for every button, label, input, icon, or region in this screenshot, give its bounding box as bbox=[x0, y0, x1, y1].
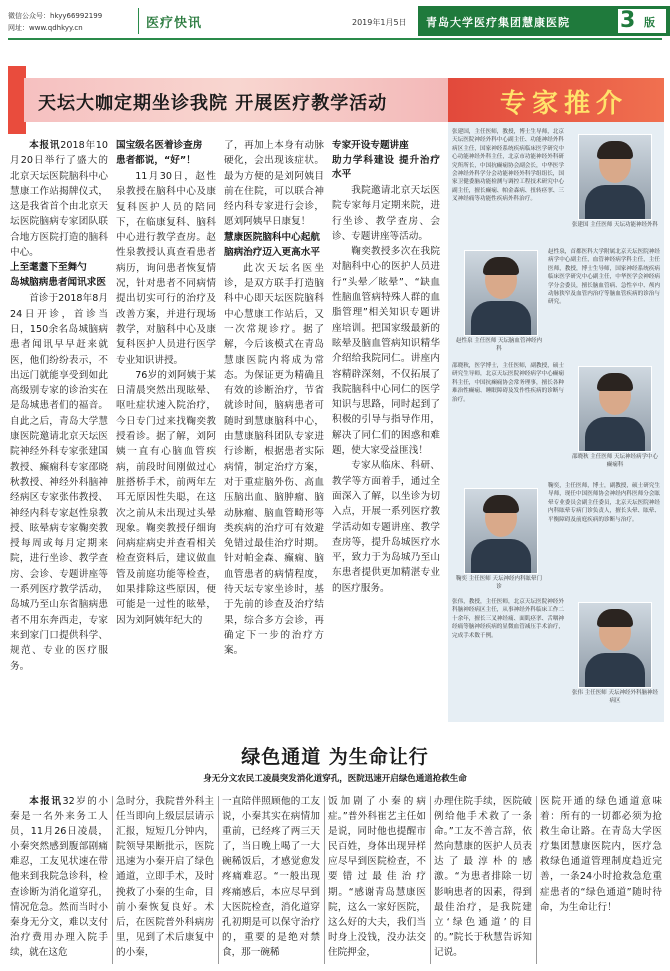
article1-col1-subhead1: 上至耄耋下至舞勺 bbox=[10, 262, 87, 274]
article2-column-2 bbox=[116, 794, 214, 960]
expert-4-photo bbox=[464, 488, 538, 574]
column-divider bbox=[430, 796, 431, 964]
article1-col4-subhead1: 专家开设专题讲座 bbox=[332, 140, 409, 151]
article2-column-3 bbox=[222, 794, 320, 960]
article1-col4-subhead2: 助力学科建设 提升治疗水平 bbox=[332, 155, 440, 180]
article1-col4-p2: 鞠奕教授多次在我院对脑科中心的医护人员进行“头晕／眩晕”、“缺血性脑血管病特殊人群的血脂管理”相关知识专题讲座培训。把国家级最新的眩晕及脑血管病知识精华介绍给我院同仁。讲座内容精辟深刻，不仅拓展了我院脑科中心同仁的医学知识与思路，同时起到了积极的引导与指导作用，解决了同仁们的困惑和难题，使大家受益匪浅！ bbox=[332, 246, 440, 457]
expert-3-caption: 邵晓秋 主任医师 天坛神经病学中心癫痫科 bbox=[572, 454, 658, 468]
expert-5-photo bbox=[578, 602, 652, 688]
expert-4-caption: 鞠奕 主任医师 天坛神经内科眩晕门诊 bbox=[456, 576, 542, 590]
article1-col1-subhead2: 岛城脑病患者闻讯求医 bbox=[10, 277, 106, 289]
article2-col1-text: 32岁的小秦是一名外来务工人员，11月26日凌晨，小秦突然感到腹部剧痛难忍，工友见状速在带他来到我院急诊科，检查诊断为消化道穿孔，情况危急。然而当时小秦身无分文，难以支付治疗费用办理入院手续，就在这危 bbox=[10, 796, 108, 958]
article1-column-4 bbox=[332, 138, 440, 596]
article1-col3-subhead1: 慧康医院脑科中心起航 bbox=[224, 231, 320, 243]
article1-col2-p2: 76岁的刘阿姨于某日清晨突然出现眩晕、呕吐症状速入院治疗，今日专门过来找鞠奕教授看诊。据了解，刘阿姨一直有心脑血管疾病，前段时间刚做过心脏搭桥手术，前两年左耳无原因性失聪，在这次之前从未出现过头晕现象。鞠奕教授仔细询问病症病史并查看相关检查资料后，建议做血管及前庭功能等检查，如果排除这些原因，便可能是一过性的眩晕，因为刘阿姨年纪大的 bbox=[116, 369, 216, 626]
headline-banner bbox=[24, 78, 448, 122]
article1-column-3 bbox=[224, 138, 324, 659]
page-badge bbox=[618, 9, 666, 33]
paper-name: 青岛大学医疗集团慧康医院 bbox=[426, 16, 570, 29]
expert-4-bio: 鞠奕，主任医师，博士，副教授，硕士研究生导师，现任中国医师协会神经内科医师分会眩晕专业委员会副主任委员，北京天坛医院神经内科眩晕专病门诊负责人，擅长头晕、眩晕、平衡障碍及前庭疾病的诊断与治疗。 bbox=[548, 483, 660, 523]
expert-5-bio: 张伟，教授，主任医师，北京天坛医院神经外科脑神经病区主任，从事神经外科临床工作二十余年，擅长三叉神经痛、面肌痉挛、舌咽神经痛等脑神经疾病的显微血管减压手术治疗，完成手术数千例。 bbox=[452, 599, 564, 639]
expert-3-photo bbox=[578, 366, 652, 452]
article2-headline: 绿色通道 为生命让行 bbox=[241, 746, 429, 768]
article1-headline: 天坛大咖定期坐诊我院 开展医疗教学活动 bbox=[38, 93, 388, 114]
article1-col2-subhead1: 国宝级名医着诊查房 bbox=[116, 140, 203, 151]
article1-column-2 bbox=[116, 138, 216, 628]
column-divider bbox=[324, 796, 325, 964]
expert-2-photo bbox=[464, 250, 538, 336]
column-divider bbox=[112, 796, 113, 964]
experts-panel bbox=[448, 122, 664, 722]
article2-column-4 bbox=[328, 794, 426, 960]
article1-col3-subhead2: 脑病治疗迈入更高水平 bbox=[224, 246, 320, 258]
issue-date: 2019年1月5日 bbox=[352, 18, 407, 27]
masthead-bar bbox=[418, 6, 670, 36]
page-number: 3 bbox=[620, 8, 636, 33]
article1-col3-p1: 了，再加上本身有动脉硬化，会出现该症状。最为方便的是刘阿姨目前在住院，可以联合神经内科专家进行会诊，愿刘阿姨早日康复！ bbox=[224, 140, 324, 228]
article2-column-1 bbox=[10, 794, 108, 960]
article2-col4-text: 饭加剧了小秦的病症。”普外科崔艺主任如是说，同时他也提醒市民百姓，身体出现异样应尽早到医院检查，不要错过最佳治疗期。“感谢青岛慧康医院，这么一家好医院，这么好的大夫，我们当时身上没钱，没办法交住院押金， bbox=[328, 796, 426, 958]
website-url[interactable]: 网址：www.qdhkyy.cn bbox=[8, 24, 83, 32]
expert-1-caption: 张建国 主任医师 天坛功能神经外科 bbox=[572, 222, 658, 228]
article1-col3-p2: 此次天坛名医坐诊，是双方联手打造脑科中心即天坛医院脑科中心慧康工作站后，又一次常规诊疗。据了解，今后该模式在青岛慧康医院内将成为常态。为保证更为精确且有效的诊断治疗，节省就诊时间，脑病患者可随时到慧康脑科中心，由慧康脑科团队专家进行诊断，根据患者实际病情，制定治疗方案，对于重症脑外伤、高血压脑出血、脑肿瘤、脑动脉瘤、脑血管畸形等类疾病的治疗可有效避免错过最佳治疗时期。针对帕金森、癫痫、脑血管患者的病情程度，待天坛专家坐诊时，基于先前的诊查及治疗结果，综合多方会诊，再确定下一步的治疗方案。 bbox=[224, 262, 324, 657]
article1-col4-p3: 专家从临床、科研、教学等方面着手，通过全面深入了解，以坐诊为切入点，开展一系列医疗教学活动如专题讲座、教学查房等，提升岛城医疗水平，致力于为岛城乃至山东患者提供更加精湛专业的医疗服务。 bbox=[332, 460, 440, 594]
article2-subheadline: 身无分文农民工凌晨突发消化道穿孔，医院迅速开启绿色通道抢救生命 bbox=[203, 774, 467, 784]
masthead-contact bbox=[8, 10, 136, 34]
expert-2-caption: 赵性泉 主任医师 天坛脑血管神经内科 bbox=[456, 338, 542, 352]
experts-title: 专家推介 bbox=[500, 89, 629, 119]
header-divider bbox=[138, 8, 139, 34]
article2-column-5 bbox=[434, 794, 532, 960]
article1-col2-subhead2: 患者都说，“好”！ bbox=[116, 155, 196, 166]
header-rule bbox=[8, 38, 662, 40]
article2-col2-text: 急时分，我院普外科主任当即向上级层层请示汇报，短短几分钟内，院领导果断批示，医院迅速为小秦开启了绿色通道，立即手术，及时挽救了小秦的生命，目前小秦恢复良好。术后，在医院普外科病房里，见到了术后康复中的小秦， bbox=[116, 796, 214, 958]
expert-2-bio: 赵性泉，首都医科大学附属北京天坛医院神经病学中心副主任，血管神经病学科主任，主任医师，教授，博士生导师，国家神经系统疾病临床医学研究中心副主任，中华医学会神经病学分会委员，擅长脑血管病、急性卒中、颅内动脉狭窄及血管内治疗等脑血管疾病的诊治与研究。 bbox=[548, 249, 660, 306]
section-title: 医疗快讯 bbox=[146, 16, 203, 31]
article2-column-6 bbox=[540, 794, 662, 915]
wechat-account: 微信公众号：hkyy66992199 bbox=[8, 12, 103, 20]
page-suffix: 版 bbox=[644, 16, 655, 29]
article1-col2-p1: 11月30日，赵性泉教授在脑科中心及康复科医护人员的陪同下，在临康复科、脑科中心进行教学查房。赵性泉教授认真查看患者病历，询问患者恢复情况，针对患者不同病情提出切实可行的治疗及改善方案，并进行现场教学，对脑科中心及康复科医护人员进行医学专业知识讲授。 bbox=[116, 171, 216, 366]
article1-column-1 bbox=[10, 138, 108, 674]
article1-col1-p2: 首诊于2018年8月24日开诊，首诊当日，150余名岛城脑病患者闻讯早早赶来就医，他们纷纷表示，不出远门就能享受到如此高级别专家的诊治实在是岛城患者们的福音。自此之后，青岛大学慧康医院邀请北京天坛医院神经外科专家张建国教授、癫痫科专家邵晓秋教授、神经外科脑神经病区专家张伟教授、神经内科专家赵性泉教授、眩晕病专家鞠奕教授每周或每月定期来院，进行坐诊、教学查房、会诊、专题讲座等一系列医疗教学活动，岛城乃至山东省脑病患者不用东奔西走，专家来到家门口提供科学、规范、专业的医疗服务。 bbox=[10, 293, 108, 672]
expert-5-caption: 张伟 主任医师 天坛神经外科脑神经病区 bbox=[572, 690, 658, 704]
article2-col3-text: 一直陪伴照顾他的工友说，小秦其实在病情加重前，已经疼了两三天了，当日晚上喝了一大碗稀饭后，才感觉愈发疼痛难忍。“一般出现疼痛感后，本应尽早到大医院检查，消化道穿孔初期是可以保守治疗的，重要的是绝对禁食，那一碗稀 bbox=[222, 796, 320, 958]
article1-col4-p1: 我院邀请北京天坛医院专家每月定期来院，进行坐诊、教学查房、会诊、专题讲座等活动。 bbox=[332, 185, 440, 242]
experts-title-banner bbox=[448, 78, 664, 122]
expert-1-photo bbox=[578, 134, 652, 220]
article2-col6-text: 医院开通的绿色通道意味着：所有的一切都必须为抢救生命让路。在青岛大学医疗集团慧康医院内，医疗急救绿色通道管理制度趋近完善，一条24小时抢救急危重症患者的“绿色通道”随时待命，为生命让行！ bbox=[540, 796, 662, 913]
column-divider bbox=[218, 796, 219, 964]
expert-3-bio: 邵晓秋，医学博士，主任医师，副教授，硕士研究生导师，北京天坛医院神经病学中心癫痫科主任，中国抗癫痫协会常务理事，擅长各种难治性癫痫、睡眠障碍及发作性疾病的诊断与治疗。 bbox=[452, 363, 564, 403]
article2-lead: 本报讯 bbox=[29, 796, 63, 807]
column-divider bbox=[536, 796, 537, 964]
article1-col1-p1: 2018年10月20日举行了盛大的北京天坛医院脑科中心慧康工作站揭牌仪式，这是我省首个由北京天坛医院脑病专家团队联合地方医院打造的脑科中心。 bbox=[10, 140, 109, 259]
article1-lead: 本报讯 bbox=[29, 140, 61, 151]
expert-1-bio: 张建国，主任医师，教授，博士生导师，北京天坛医院神经外科中心副主任、功能神经外科病区主任，国家神经系统疾病临床医学研究中心功能神经外科主任，北京市功能神经外科研究所所长，中国抗癫痫协会副会长，中华医学会神经外科学分会功能神经外科学组组长，国家卫健委脑功能检测与调控工程技术研究中心副主任，擅长癫痫、帕金森病、扭转痉挛、三叉神经痛等功能性疾病外科治疗。 bbox=[452, 129, 564, 203]
article2-col5-text: 办理住院手续，医院破例给他手术救了一条命。”工友不善言辞，依然向慧康的医护人员表达了最淳朴的感激。“为患者排除一切影响患者的因素，得到最佳治疗，是我院建立‘绿色通道’的目的。”院长于秋慧告诉知记说。 bbox=[434, 796, 532, 958]
